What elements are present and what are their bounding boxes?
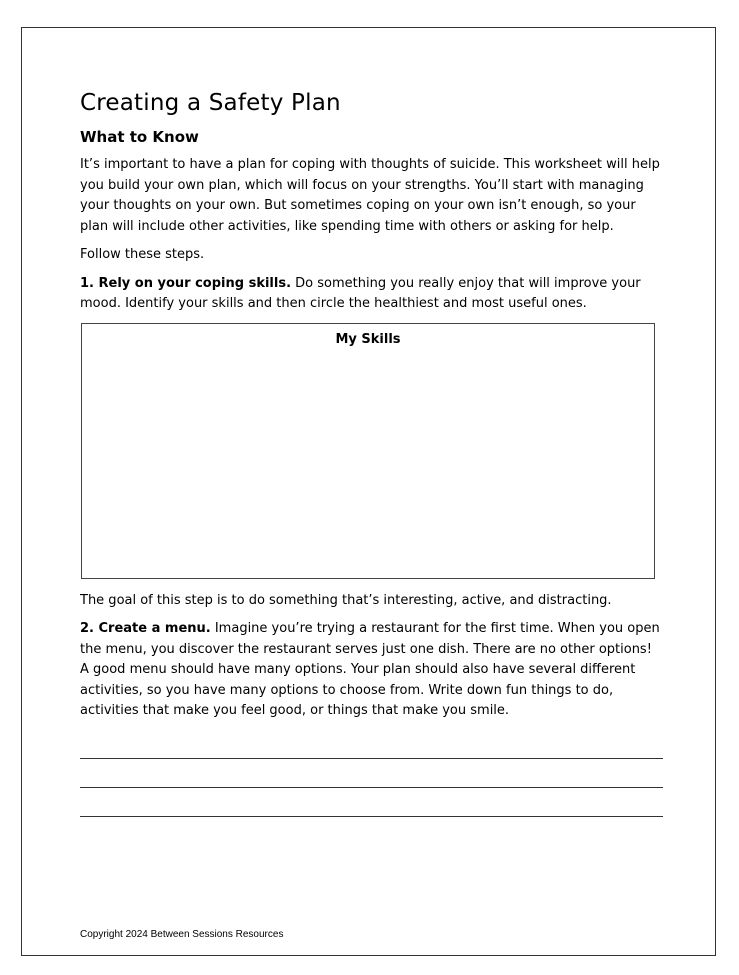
step2-paragraph [80,619,664,722]
intro-paragraph: It’s important to have a plan for coping with thoughts of suicide. This worksheet will help you build your own plan, which will focus on your strengths. You’ll start with managing your thoughts on your own. But sometimes coping on your own isn’t enough, so your plan will include other activities, like spending time with others or asking for help. [80,157,660,234]
step2-label: 2. Create a menu. [80,621,211,636]
answer-lines [80,730,664,817]
my-skills-box[interactable] [81,323,655,579]
answer-line-1[interactable] [80,730,663,759]
worksheet-content [80,90,664,817]
follow-steps-text: Follow these steps. [80,247,205,262]
answer-line-2[interactable] [80,759,663,788]
step1-paragraph [80,274,664,315]
step1-goal: The goal of this step is to do something that’s interesting, active, and distracting. [80,592,612,608]
page-title: Creating a Safety Plan [80,90,341,116]
step1-label: 1. Rely on your coping skills. [80,275,292,291]
section-heading: What to Know [80,128,199,146]
copyright-footer: Copyright 2024 Between Sessions Resources [80,929,284,940]
step1-text: Do something you really enjoy that will improve your mood. Identify your skills and then circle the healthiest and most useful ones. [80,275,641,311]
step2-text: Imagine you’re trying a restaurant for the first time. When you open the menu, you discover the restaurant serves just one dish. There are no other options! A good menu should have many options. Your plan should also have several different activities, so you have many options to choose from. Write down fun things to do, activities that make you feel good, or things that make you smile. [80,621,660,718]
my-skills-title: My Skills [335,331,401,347]
answer-line-3[interactable] [80,788,663,817]
